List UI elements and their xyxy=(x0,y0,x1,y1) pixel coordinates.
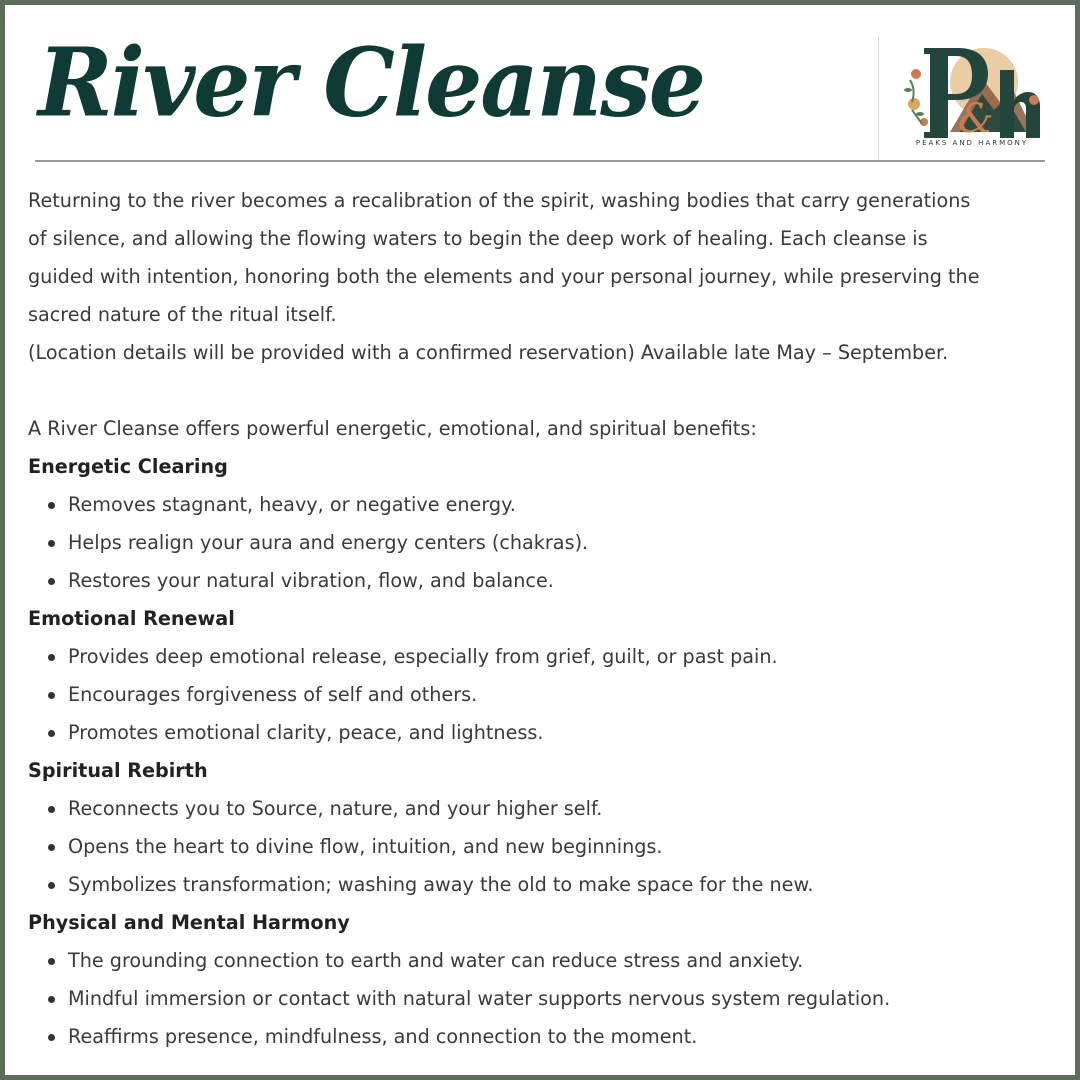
spacer xyxy=(28,372,1038,410)
list-item: The grounding connection to earth and water can reduce stress and anxiety. xyxy=(68,942,1038,980)
content-body xyxy=(28,182,1038,1056)
page-title: River Cleanse xyxy=(38,27,705,139)
list-emotional xyxy=(28,638,1038,752)
location-note: (Location details will be provided with a confirmed reservation) Available late May – September. xyxy=(28,341,949,364)
section-heading-emotional: Emotional Renewal xyxy=(28,607,235,630)
list-item: Symbolizes transformation; washing away the old to make space for the new. xyxy=(68,866,1038,904)
list-item: Promotes emotional clarity, peace, and lightness. xyxy=(68,714,1038,752)
list-item: Reaffirms presence, mindfulness, and connection to the moment. xyxy=(68,1018,1038,1056)
list-item: Mindful immersion or contact with natural water supports nervous system regulation. xyxy=(68,980,1038,1018)
logo-ampersand-icon: & xyxy=(958,96,994,142)
list-energetic xyxy=(28,486,1038,600)
section-heading-spiritual: Spiritual Rebirth xyxy=(28,759,208,782)
intro-line: of silence, and allowing the flowing waters to begin the deep work of healing. Each cleanse is xyxy=(28,227,928,250)
intro-line: Returning to the river becomes a recalibration of the spirit, washing bodies that carry generations xyxy=(28,189,971,212)
list-item: Helps realign your aura and energy centers (chakras). xyxy=(68,524,1038,562)
list-item: Provides deep emotional release, especially from grief, guilt, or past pain. xyxy=(68,638,1038,676)
header-divider xyxy=(35,160,1045,162)
list-item: Encourages forgiveness of self and others. xyxy=(68,676,1038,714)
peaks-and-harmony-logo-icon xyxy=(902,40,1042,152)
list-physical xyxy=(28,942,1038,1056)
logo-flower-icon xyxy=(911,69,921,79)
header-divider-vertical xyxy=(878,36,879,160)
list-item: Reconnects you to Source, nature, and your higher self. xyxy=(68,790,1038,828)
list-item: Removes stagnant, heavy, or negative energy. xyxy=(68,486,1038,524)
intro-line: sacred nature of the ritual itself. xyxy=(28,303,337,326)
logo-caption: PEAKS AND HARMONY xyxy=(915,139,1029,147)
list-spiritual xyxy=(28,790,1038,904)
section-heading-physical: Physical and Mental Harmony xyxy=(28,911,350,934)
benefits-intro: A River Cleanse offers powerful energetic, emotional, and spiritual benefits: xyxy=(28,417,757,440)
intro-line: guided with intention, honoring both the elements and your personal journey, while preserving the xyxy=(28,265,980,288)
list-item: Restores your natural vibration, flow, and balance. xyxy=(68,562,1038,600)
list-item: Opens the heart to divine flow, intuition, and new beginnings. xyxy=(68,828,1038,866)
section-heading-energetic: Energetic Clearing xyxy=(28,455,228,478)
